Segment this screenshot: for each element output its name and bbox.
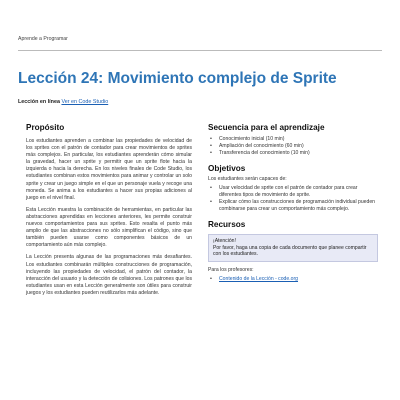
teachers-label: Para los profesores: bbox=[208, 266, 254, 273]
list-item bbox=[208, 276, 378, 283]
online-lesson-line bbox=[18, 99, 108, 105]
list-item: • Ampliación del conocimiento (60 min) bbox=[208, 143, 378, 150]
list-item: • Transferencia del conocimiento (10 min) bbox=[208, 150, 378, 157]
lesson-title: Lección 24: Movimiento complejo de Sprite bbox=[18, 70, 337, 87]
objectives-section bbox=[208, 164, 378, 213]
sidebar-column bbox=[208, 123, 378, 290]
list-item: • Conocimiento inicial (10 min) bbox=[208, 136, 378, 143]
notice-title: ¡Atención! bbox=[213, 238, 236, 244]
attention-notice bbox=[208, 234, 378, 262]
objectives-intro: Los estudiantes serán capaces de: bbox=[208, 176, 287, 182]
code-studio-link[interactable]: Ver en Code Studio bbox=[61, 99, 109, 105]
list-item: • Usar velocidad de sprite con el patrón de contador para crear diferentes tipos de movimiento de sprite. bbox=[208, 185, 378, 199]
sequence-section bbox=[208, 123, 378, 157]
course-header: Aprende a Programar bbox=[18, 36, 68, 42]
resources-section bbox=[208, 220, 378, 283]
purpose-paragraph: La Lección presenta algunas de las programaciones más desafiantes. Los estudiantes combinarán múltiples construcciones de programación, incluyendo las propiedades de velocidad, el patrón del contador, la interacción del usuario y la detección de colisiones. Los patrones que los estudiantes usan en esta Lección generalmente son útiles para construir juegos y los estudiantes pueden reutilizarlos más adelante. bbox=[26, 254, 192, 296]
notice-body: Por favor, haga una copia de cada documento que planee compartir con los estudiantes. bbox=[213, 244, 367, 258]
objectives-heading: Objetivos bbox=[208, 164, 246, 173]
teachers-list bbox=[208, 276, 378, 283]
sequence-list bbox=[208, 136, 378, 157]
header-divider bbox=[18, 50, 382, 51]
list-item: • Explicar cómo las construcciones de programación individual pueden combinarse para crear un comportamiento más complejo. bbox=[208, 199, 378, 213]
resources-heading: Recursos bbox=[208, 220, 246, 229]
purpose-column bbox=[26, 123, 192, 302]
sequence-heading: Secuencia para el aprendizaje bbox=[208, 123, 325, 132]
purpose-paragraph: Esta Lección muestra la combinación de herramientas, en particular las abstracciones aprendidas en lecciones anteriores, les permite construir nuevos comportamientos para sus sprites. Esto resalta el punto más amplio de que las abstracciones no sólo simplifican el código, sino que también pueden usarse como componentes básicos de un comportamiento aún más complejo. bbox=[26, 206, 192, 249]
purpose-heading: Propósito bbox=[26, 123, 65, 132]
objectives-list bbox=[208, 185, 378, 213]
lesson-content-link[interactable]: Contenido de la Lección - code.org bbox=[219, 275, 299, 282]
purpose-paragraph: Los estudiantes aprenden a combinar las propiedades de velocidad de los sprites con el patrón de contador para crear movimientos de sprites más complejos. En particular, los estudiantes aprenderán cómo simular la gravedad, hacer un sprite y permitir que un sprite flote hacia la izquierda o hacia la derecha. En los niveles finales de Code Studio, los estudiantes combinan estos movimientos para animar y controlar un solo sprite y crear un juego simple en el que un personaje vuela y recoge una moneda. Se anima a los estudiantes a hacer sus propias adiciones al juego en el nivel final. bbox=[26, 138, 192, 201]
online-label: Lección en línea bbox=[18, 99, 60, 105]
